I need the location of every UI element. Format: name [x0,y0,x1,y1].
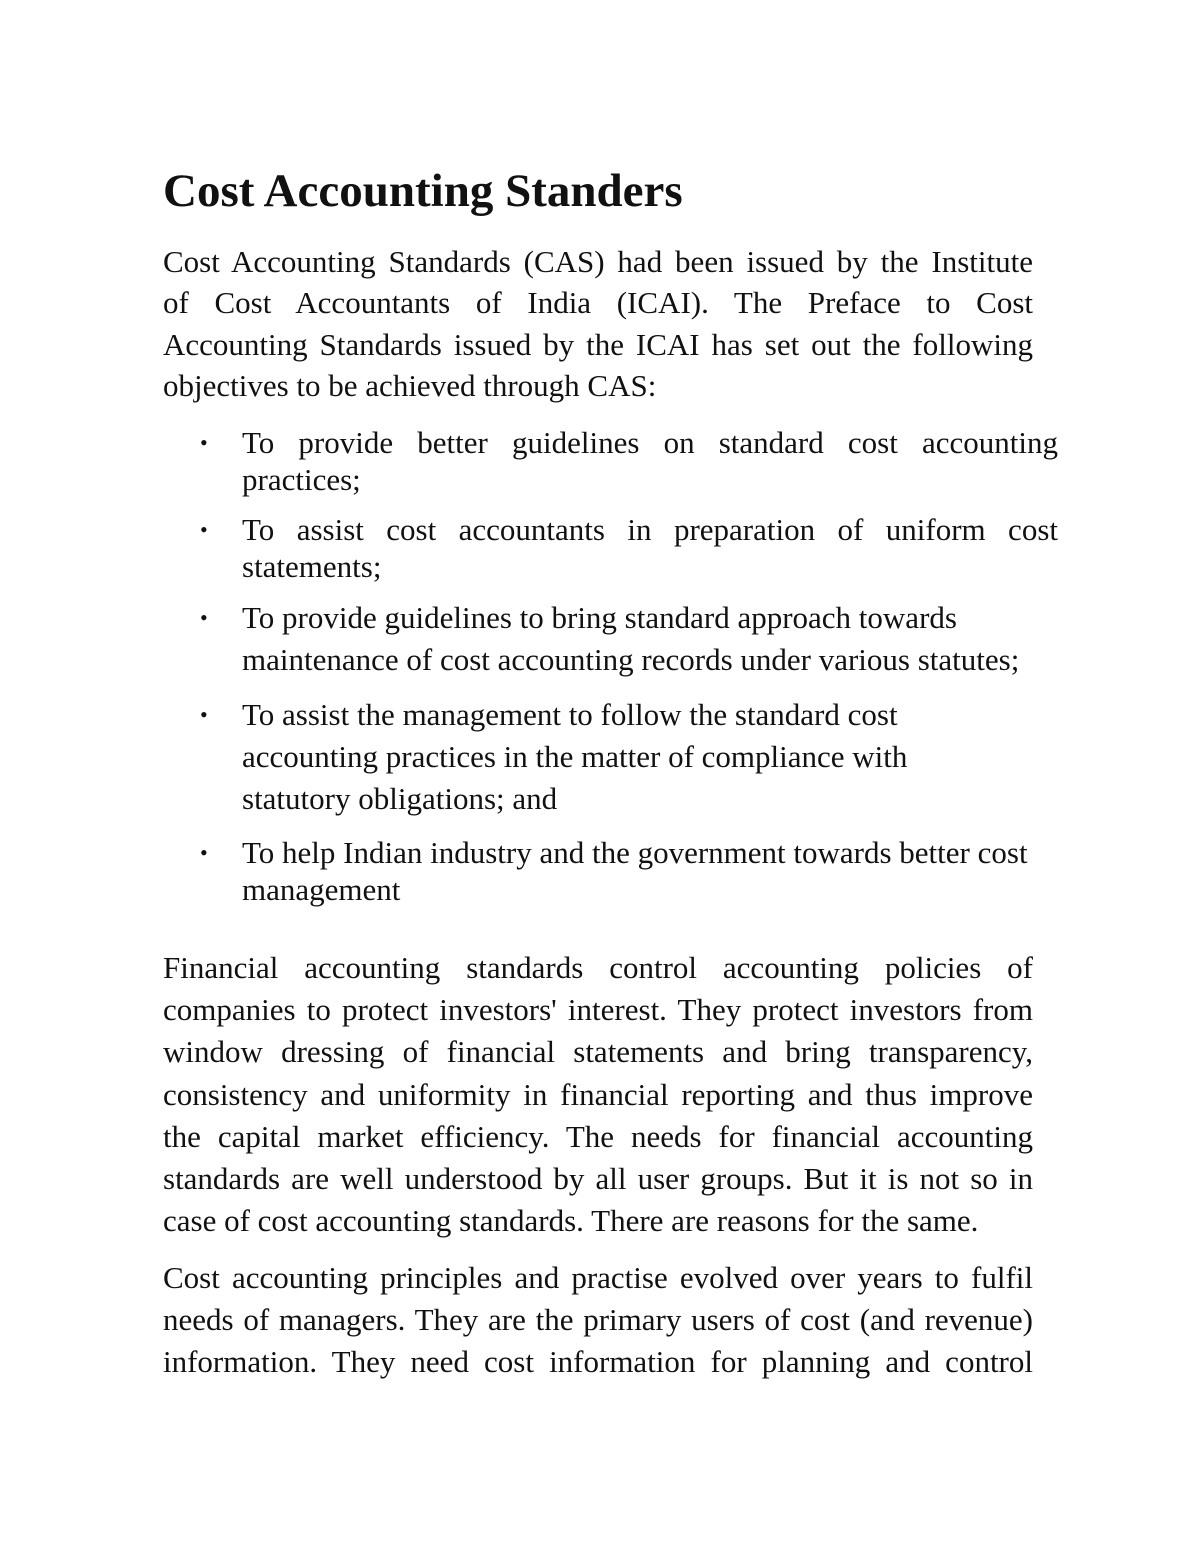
intro-line: objectives to be achieved through CAS: [163,367,657,403]
bullet-marker: • [200,702,208,727]
objective-line: To assist the management to follow the standard cost [242,697,898,732]
paragraph-line: window dressing of financial statements and bring transparency, [163,1034,1033,1070]
paragraph-line: the capital market efficiency. The needs for financial accounting [163,1118,1033,1154]
objective-list-item [200,597,1058,681]
objective-line: To assist cost accountants in preparation of uniform cost [242,512,1058,547]
cost-principles-paragraph [163,1257,1033,1383]
objective-list-item [200,694,1058,820]
objective-list-item [200,424,1058,498]
objective-line: statements; [242,548,382,584]
bullet-marker: • [200,840,208,865]
document-title: Cost Accounting Standers [163,165,683,217]
objective-line: practices; [242,462,361,497]
intro-paragraph [163,241,1033,406]
objective-line: To provide better guidelines on standard cost accounting [242,425,1058,460]
paragraph-line: needs of managers. They are the primary users of cost (and revenue) [163,1302,1033,1337]
objective-line: management [242,872,401,907]
intro-line: Accounting Standards issued by the ICAI has set out the following [163,326,1033,362]
objective-line: statutory obligations; and [242,781,558,816]
objective-line: accounting practices in the matter of compliance with [242,739,908,774]
paragraph-line: Cost accounting principles and practise evolved over years to fulfil [163,1260,1033,1295]
paragraph-line: standards are well understood by all user groups. But it is not so in [163,1161,1033,1197]
bullet-marker: • [200,430,208,455]
objective-list-item [200,834,1058,908]
paragraph-line: companies to protect investors' interest. They protect investors from [163,992,1033,1028]
financial-standards-paragraph [163,947,1033,1242]
paragraph-line: information. They need cost information for planning and control [163,1344,1033,1379]
paragraph-line: Financial accounting standards control accounting policies of [163,950,1033,985]
paragraph-line: case of cost accounting standards. There are reasons for the same. [163,1203,979,1239]
intro-line: Cost Accounting Standards (CAS) had been issued by the Institute [163,244,1033,279]
bullet-marker: • [200,517,208,542]
objective-line: To provide guidelines to bring standard approach towards [242,600,957,635]
objective-line: To help Indian industry and the government towards better cost [242,835,1028,870]
paragraph-line: consistency and uniformity in financial reporting and thus improve [163,1076,1033,1112]
bullet-marker: • [200,605,208,630]
intro-line: of Cost Accountants of India (ICAI). The Preface to Cost [163,285,1033,321]
objective-list-item [200,512,1058,585]
objective-line: maintenance of cost accounting records under various statutes; [242,642,1020,677]
